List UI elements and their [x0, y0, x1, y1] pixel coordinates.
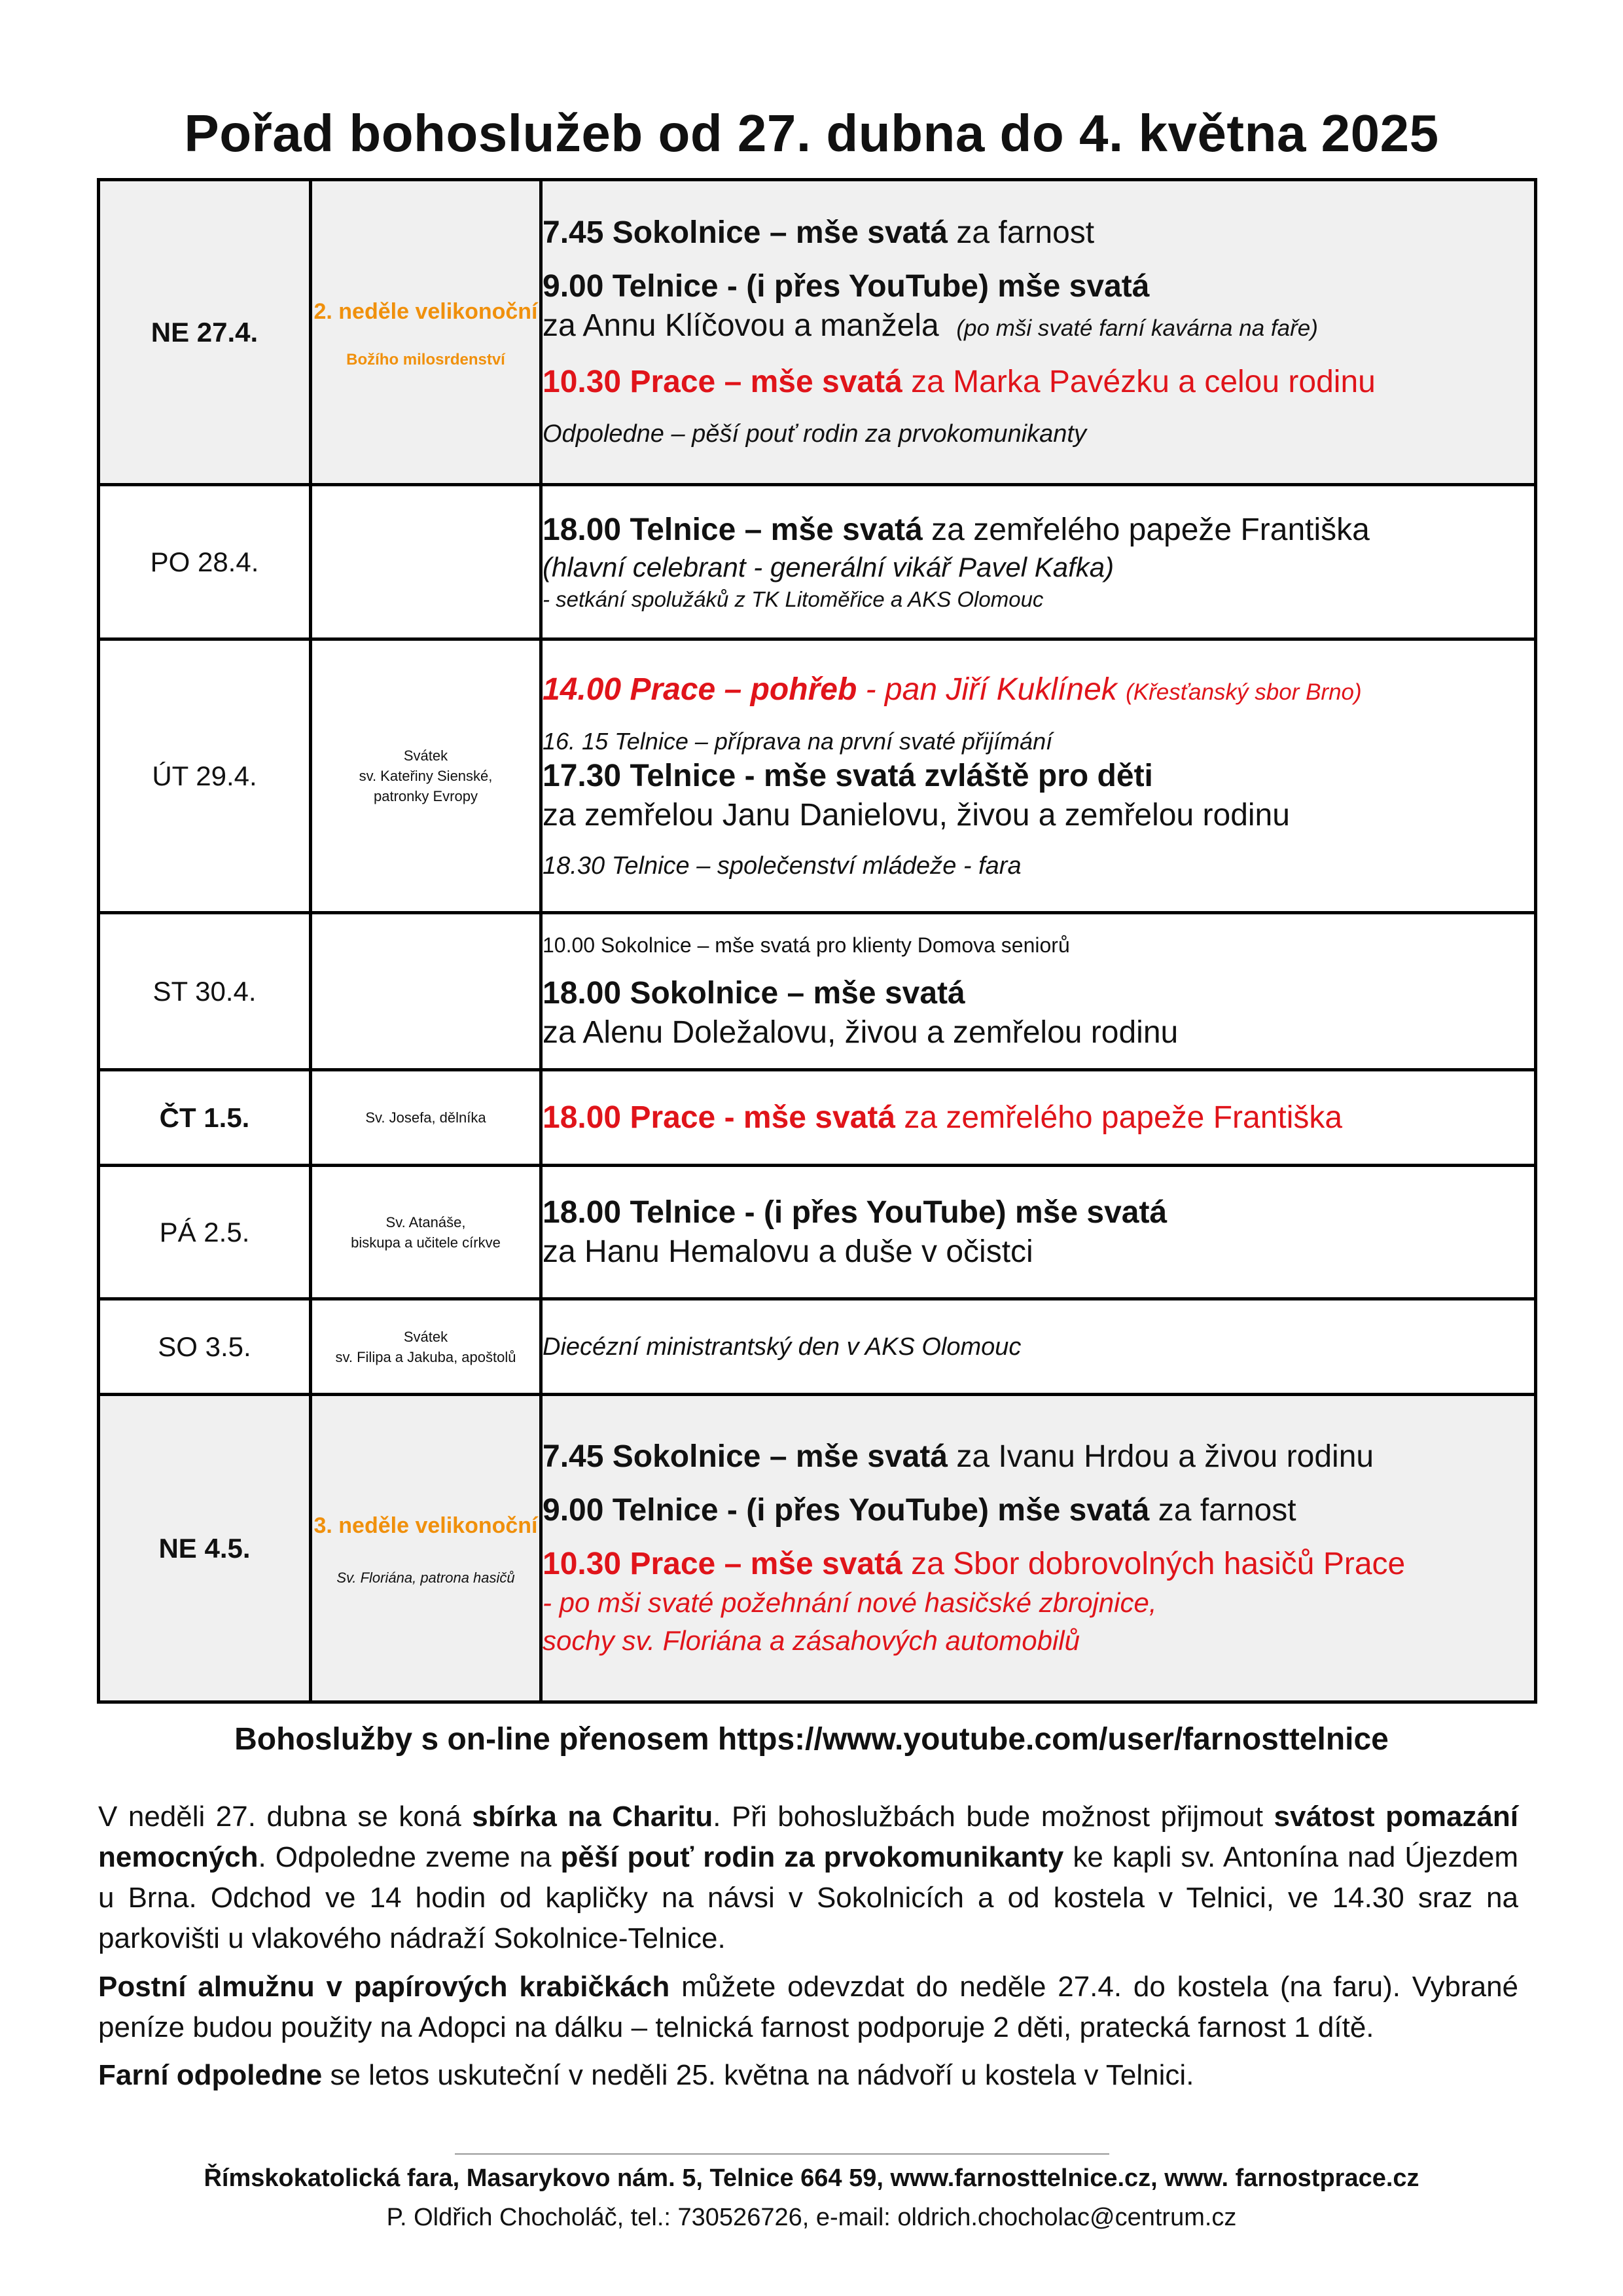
events-cell: [541, 1395, 1536, 1702]
event-line: [543, 670, 1534, 712]
text: . Odpoledne zveme na: [258, 1841, 561, 1873]
feast-line: biskupa a učitele církve: [351, 1234, 501, 1251]
day-cell: PÁ 2.5.: [99, 1166, 311, 1299]
event-line: za Alenu Doležalovu, živou a zemřelou rodinu: [543, 1014, 1179, 1050]
feast-line: sv. Filipa a Jakuba, apoštolů: [335, 1348, 516, 1365]
event-line: [543, 1491, 1534, 1530]
event-line: [543, 267, 1534, 306]
event-line: - setkání spolužáků z TK Litoměřice a AKS Olomouc: [543, 586, 1044, 611]
event-line: za Hanu Hemalovu a duše v očistci: [543, 1234, 1033, 1269]
feast-line: Sv. Josefa, dělníka: [365, 1109, 486, 1126]
event-line: 16. 15 Telnice – příprava na první svaté přijímání: [543, 727, 1053, 755]
event-line: [543, 213, 1534, 253]
day-cell: ÚT 29.4.: [99, 639, 311, 913]
events-cell: [541, 1166, 1536, 1299]
events-cell: [541, 1299, 1536, 1395]
text: V neděli 27. dubna se koná: [98, 1801, 473, 1833]
event-line: - po mši svaté požehnání nové hasičské zbrojnice,: [543, 1587, 1157, 1618]
feast-line: sv. Kateřiny Sienské,: [359, 768, 493, 784]
event-intention: za Annu Klíčovou a manžela: [543, 308, 939, 343]
feast-cell: [311, 180, 541, 485]
text: se letos uskuteční v neděli 25. května na nádvoří u kostela v Telnici.: [322, 2059, 1194, 2091]
text: ke kapli sv. Antonína nad Újezdem u Brna. Odchod ve 14 hodin od kapličky na návsi v Sokolnicích a od kostela v Telnici, ve 14.30 sraz na parkovišti u vlakového nádraží Sokolnice-Telnice.: [98, 1841, 1518, 1954]
text: . Při bohoslužbách bude možnost přijmout: [713, 1801, 1274, 1833]
event-intention: za farnost: [1149, 1492, 1296, 1528]
event-intention: za zemřelého papeže Františka: [895, 1100, 1343, 1135]
events-cell: [541, 180, 1536, 485]
event-time-place: 7.45 Sokolnice – mše svatá: [543, 215, 948, 250]
footer-divider: [455, 2153, 1109, 2155]
event-line: Odpoledne – pěší pouť rodin za prvokomunikanty: [543, 420, 1086, 448]
text-bold: pěší pouť rodin za prvokomunikanty: [560, 1841, 1064, 1873]
page-title: Pořad bohoslužeb od 27. dubna do 4. května 2025: [184, 104, 1439, 162]
feast-line: Svátek: [403, 747, 448, 764]
event-line: Diecézní ministrantský den v AKS Olomouc: [543, 1333, 1022, 1361]
feast-subtitle: Sv. Floriána, patrona hasičů: [336, 1569, 515, 1586]
feast-cell: [311, 485, 541, 639]
event-line: [543, 757, 1534, 796]
event-time-place: 10.30 Prace – mše svatá: [543, 364, 902, 399]
event-line: [543, 1193, 1534, 1232]
schedule-row-ut-29-4: [99, 639, 1536, 913]
schedule-row-st-30-4: [99, 913, 1536, 1070]
event-line: za zemřelou Janu Danielovu, živou a zemřelou rodinu: [543, 797, 1290, 833]
event-time-place: 9.00 Telnice - (i přes YouTube) mše svatá: [543, 1492, 1150, 1528]
event-intention: za Sbor dobrovolných hasičů Prace: [902, 1546, 1406, 1581]
event-time-place: 7.45 Sokolnice – mše svatá: [543, 1439, 948, 1474]
day-cell: ČT 1.5.: [99, 1070, 311, 1166]
feast-cell: [311, 913, 541, 1070]
event-line: sochy sv. Floriána a zásahových automobilů: [543, 1624, 1080, 1656]
text-bold: Farní odpoledne: [98, 2059, 323, 2091]
schedule-row-so-3-5: [99, 1299, 1536, 1395]
footer-address: Římskokatolická fara, Masarykovo nám. 5, Telnice 664 59, www.farnosttelnice.cz, www. farnostprace.cz: [204, 2164, 1419, 2192]
schedule-row-ct-1-5: [99, 1070, 1536, 1166]
announcement-paragraph: [98, 2055, 1518, 2096]
feast-line: Sv. Atanáše,: [385, 1213, 466, 1230]
events-cell: [541, 913, 1536, 1070]
day-cell: ST 30.4.: [99, 913, 311, 1070]
day-cell: SO 3.5.: [99, 1299, 311, 1395]
schedule-row-ne-4-5: [99, 1395, 1536, 1702]
event-line: (hlavní celebrant - generální vikář Pavel Kafka): [543, 551, 1115, 583]
text-bold: Postní almužnu v papírových krabičkách: [98, 1971, 670, 2003]
event-line: [543, 306, 1534, 348]
events-cell: [541, 485, 1536, 639]
event-line: [543, 1098, 1534, 1138]
announcement-paragraph: [98, 1797, 1518, 1959]
event-line: 10.00 Sokolnice – mše svatá pro klienty Domova seniorů: [543, 933, 1070, 957]
event-line: [543, 974, 1534, 1013]
feast-line: Svátek: [403, 1328, 448, 1345]
event-intention: - pan Jiří Kuklínek: [857, 672, 1117, 707]
text-bold: sbírka na Charitu: [472, 1801, 713, 1833]
feast-line: patronky Evropy: [374, 788, 478, 804]
event-intention: za Ivanu Hrdou a živou rodinu: [948, 1439, 1374, 1474]
event-time-place: 10.30 Prace – mše svatá: [543, 1546, 902, 1581]
feast-subtitle: Božího milosrdenství: [346, 350, 505, 368]
feast-cell: [311, 1166, 541, 1299]
event-time-place: 14.00 Prace – pohřeb: [543, 672, 857, 707]
event-note: (Křesťanský sbor Brno): [1126, 679, 1362, 705]
online-broadcast-line: Bohoslužby s on-line přenosem https://www.youtube.com/user/farnosttelnice: [234, 1722, 1389, 1757]
event-time-place: 18.00 Sokolnice – mše svatá: [543, 975, 965, 1011]
event-time-place: 17.30 Telnice - mše svatá zvláště pro děti: [543, 758, 1153, 793]
event-time-place: 18.00 Telnice – mše svatá: [543, 512, 923, 547]
feast-cell: [311, 1395, 541, 1702]
event-time-place: 9.00 Telnice - (i přes YouTube) mše svatá: [543, 268, 1150, 304]
event-intention: za zemřelého papeže Františka: [922, 512, 1370, 547]
event-line: [543, 363, 1534, 402]
schedule-row-ne-27-4: [99, 180, 1536, 485]
events-cell: [541, 639, 1536, 913]
text-bold: svátost pomazání nemocných: [98, 1801, 1519, 1873]
feast-cell: [311, 1299, 541, 1395]
schedule-table: [97, 178, 1537, 1704]
feast-cell: [311, 1070, 541, 1166]
day-cell: PO 28.4.: [99, 485, 311, 639]
event-time-place: 18.00 Telnice - (i přes YouTube) mše svatá: [543, 1194, 1168, 1230]
event-intention: za farnost: [948, 215, 1095, 250]
announcement-paragraph: [98, 1967, 1518, 2048]
schedule-row-pa-2-5: [99, 1166, 1536, 1299]
feast-title: 3. neděle velikonoční: [313, 1513, 538, 1538]
footer-contact: P. Oldřich Chocholáč, tel.: 730526726, e-mail: oldrich.chocholac@centrum.cz: [386, 2204, 1237, 2231]
day-cell: NE 4.5.: [99, 1395, 311, 1702]
event-note: (po mši svaté farní kavárna na faře): [956, 315, 1318, 341]
schedule-row-po-28-4: [99, 485, 1536, 639]
event-intention: za Marka Pavézku a celou rodinu: [902, 364, 1376, 399]
event-line: [543, 511, 1534, 550]
feast-title: 2. neděle velikonoční: [313, 298, 538, 324]
text: můžete odevzdat do neděle 27.4. do kostela (na faru). Vybrané peníze budou použity na Adopci na dálku – telnická farnost podporuje 2 děti, pratecká farnost 1 dítě.: [98, 1971, 1519, 2043]
event-line: [543, 1545, 1534, 1584]
event-line: 18.30 Telnice – společenství mládeže - fara: [543, 852, 1022, 880]
events-cell: [541, 1070, 1536, 1166]
feast-cell: [311, 639, 541, 913]
event-line: [543, 1437, 1534, 1477]
event-time-place: 18.00 Prace - mše svatá: [543, 1100, 896, 1135]
day-cell: NE 27.4.: [99, 180, 311, 485]
